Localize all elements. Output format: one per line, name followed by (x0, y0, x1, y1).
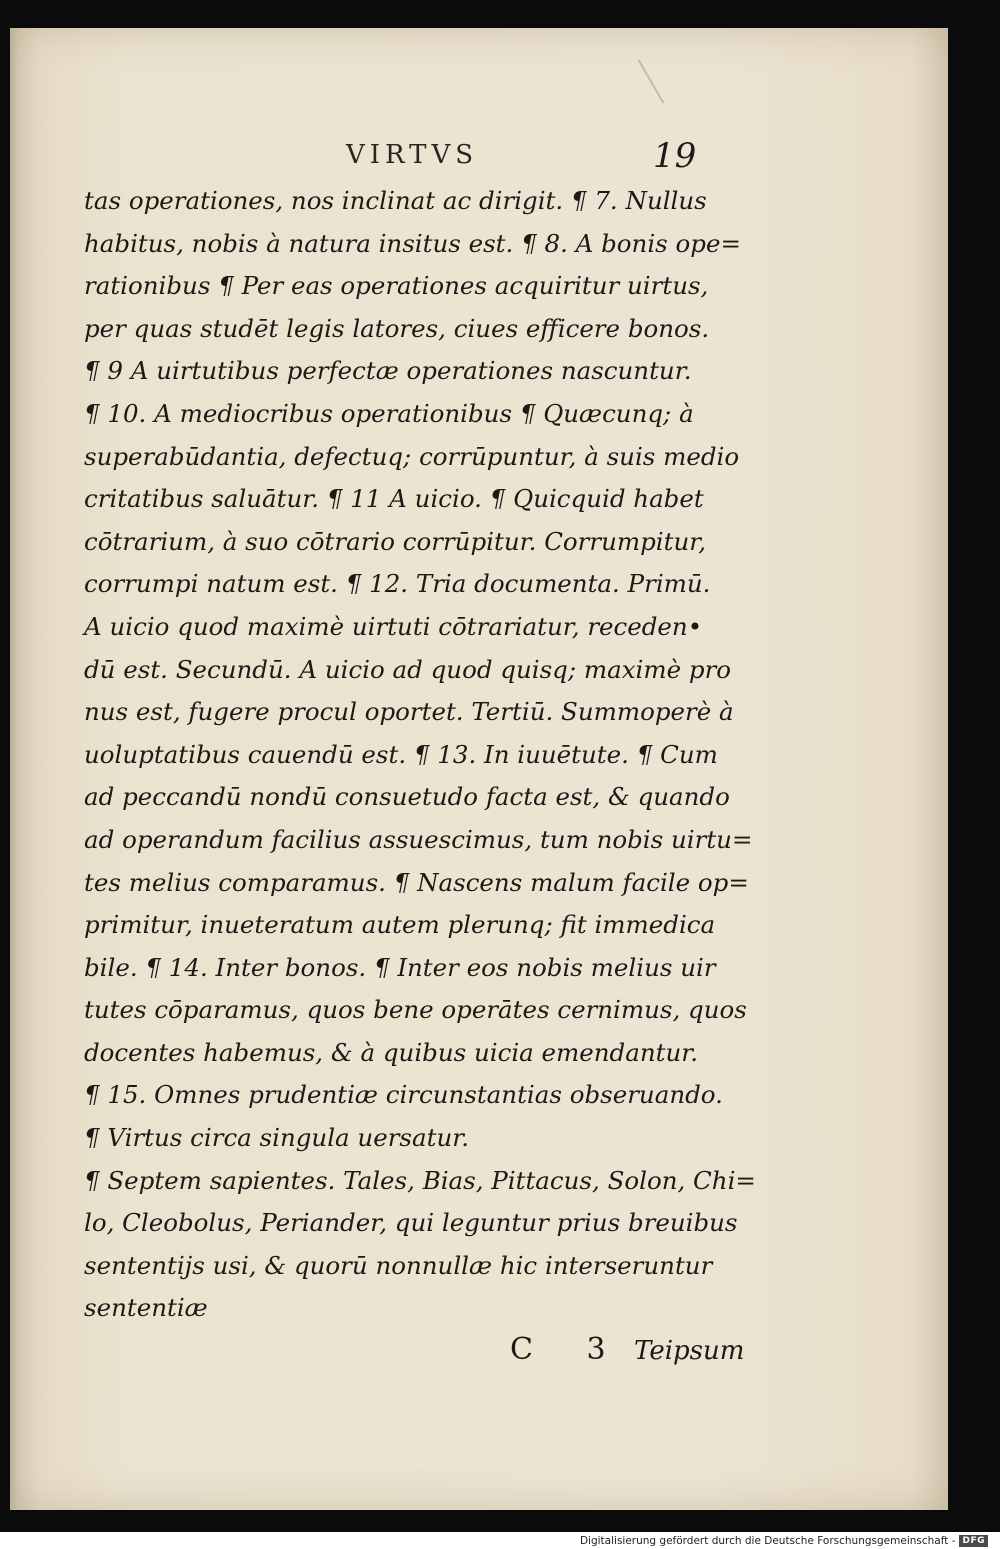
text-line: ¶ 10. A mediocribus operationibus ¶ Quæcunq; à (84, 398, 694, 428)
page-gutter-shadow (10, 28, 18, 1510)
text-line: superabūdantia, defectuq; corrūpuntur, à suis medio (84, 441, 740, 471)
text-line: ad peccandū nondū consuetudo facta est, & quando (84, 782, 730, 812)
credit-text: Digitalisierung gefördert durch die Deutsche Forschungsgemeinschaft - (579, 1535, 956, 1547)
dfg-logo: DFG (959, 1535, 988, 1547)
text-line: lo, Cleobolus, Periander, qui leguntur prius breuibus (84, 1208, 738, 1238)
text-line: docentes habemus, & à quibus uicia emendantur. (84, 1037, 699, 1067)
text-line: bile. ¶ 14. Inter bonos. ¶ Inter eos nobis melius uir (84, 952, 716, 982)
digitization-credit (580, 1533, 988, 1549)
text-line: ¶ 15. Omnes prudentiæ circunstantias obseruando. (84, 1080, 723, 1110)
page-footer (10, 1328, 948, 1378)
page-number: 19 (653, 136, 697, 176)
book-page (10, 28, 948, 1510)
text-line: uoluptatibus cauendū est. ¶ 13. In iuuētute. ¶ Cum (84, 739, 718, 769)
text-line: ¶ Septem sapientes. Tales, Bias, Pittacus, Solon, Chi= (84, 1165, 756, 1195)
signature-mark: C 3 (510, 1332, 628, 1367)
text-line: nus est, fugere procul oportet. Tertiū. Summoperè à (84, 697, 734, 727)
text-line: primitur, inueteratum autem plerunq; fit immedica (84, 910, 716, 940)
text-line: tes melius comparamus. ¶ Nascens malum facile op= (84, 867, 749, 897)
running-head: VIRTVS (346, 140, 479, 170)
body-text (84, 180, 774, 1330)
text-line: habitus, nobis à natura insitus est. ¶ 8. A bonis ope= (84, 228, 741, 258)
page-header (10, 136, 948, 176)
text-line: ad operandum facilius assuescimus, tum nobis uirtu= (84, 824, 753, 854)
text-line: ¶ Virtus circa singula uersatur. (84, 1123, 470, 1153)
text-line: sententijs usi, & quorū nonnullæ hic interseruntur (84, 1250, 713, 1280)
text-line: cōtrarium, à suo cōtrario corrūpitur. Corrumpitur, (84, 526, 707, 556)
text-line: tutes cōparamus, quos bene operātes cernimus, quos (84, 995, 747, 1025)
text-line: dū est. Secundū. A uicio ad quod quisq; maximè pro (84, 654, 732, 684)
paper-crease (612, 59, 665, 118)
text-line: sententiæ (84, 1293, 208, 1323)
catchword: Teipsum (634, 1336, 745, 1366)
text-line: per quas studēt legis latores, ciues efficere bonos. (84, 313, 710, 343)
text-line: ¶ 9 A uirtutibus perfectæ operationes nascuntur. (84, 356, 692, 386)
text-line: A uicio quod maximè uirtuti cōtrariatur, receden• (84, 611, 703, 641)
text-line: corrumpi natum est. ¶ 12. Tria documenta. Primū. (84, 569, 711, 599)
text-line: critatibus saluātur. ¶ 11 A uicio. ¶ Quicquid habet (84, 484, 704, 514)
text-line: rationibus ¶ Per eas operationes acquiritur uirtus, (84, 271, 709, 301)
text-line: tas operationes, nos inclinat ac dirigit. ¶ 7. Nullus (84, 186, 707, 215)
